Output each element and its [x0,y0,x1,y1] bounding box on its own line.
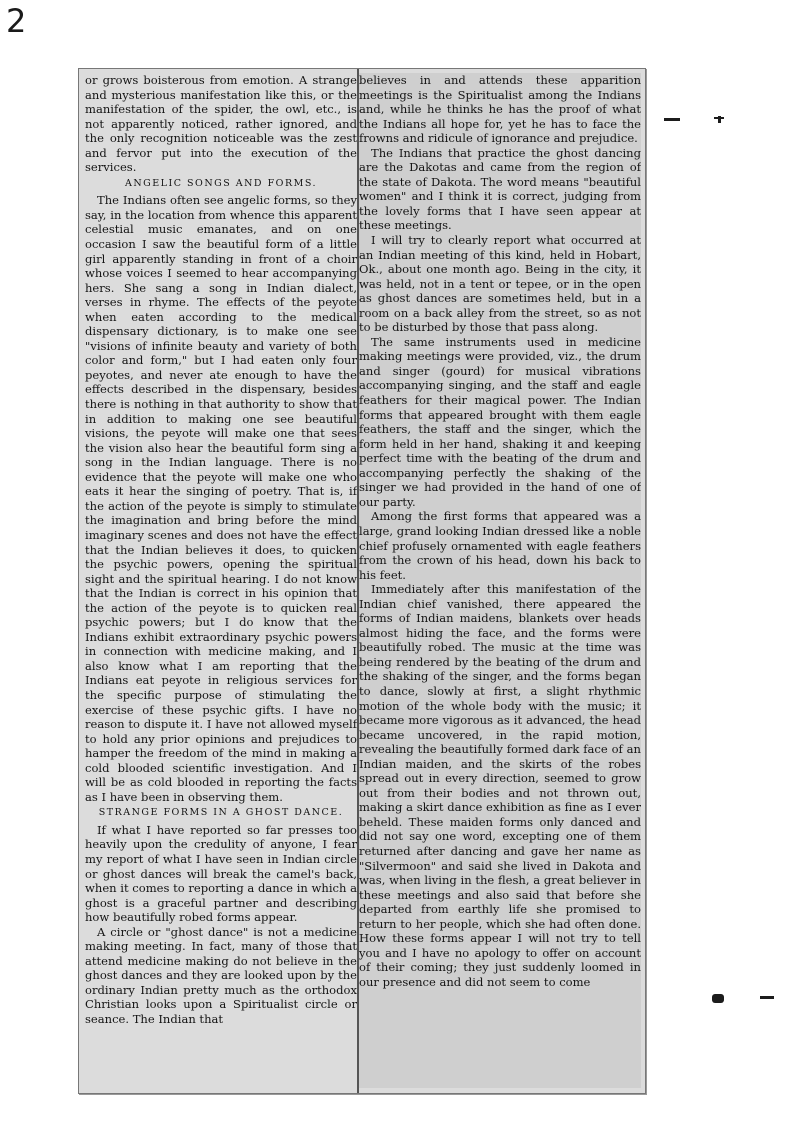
paragraph: Immediately after this manifestation of the Indian chief vanished, there appeared the forms of Indian maidens, blankets over heads almost hiding the face, and the forms were beautifully robed. The music at the time was being rendered by the beating of the drum and the shaking of the singer, and the forms began to dance, slowly at first, a slight rhythmic motion of the whole body with the music; it became more vigorous as it advanced, the head became uncovered, in the rapid motion, revealing the beautifully formed dark face of an Indian maiden, and the skirts of the robes spread out in every direction, seemed to grow out from their bodies and not thrown out, making a skirt dance exhibition as fine as I ever beheld. These maiden forms only danced and did not say one word, excepting one of them returned after dancing and gave her name as "Silvermoon" and said she lived in Dakota and was, when living in the flesh, a great believer in these meetings and also said that before she departed from earthly life she promised to return to her people, which she had often done. How these forms appear I will not try to tell you and I have no apology to offer on account of their coming; they just suddenly loomed in our presence and did not seem to come [359,582,641,989]
section-heading-angelic-songs: ANGELIC SONGS AND FORMS. [124,177,318,189]
paragraph: The same instruments used in medicine making meetings were provided, viz., the drum and singer (gourd) for musical vibrations accompanying singing, and the staff and eagle feathers for their magical power. The Indian forms that appeared brought with them eagle feathers, the staff and the singer, which the form held in her hand, shaking it and keeping perfect time with the beating of the drum and accompanying perfectly the shaking of the singer we had provided in the hand of one of our party. [359,334,641,509]
paragraph: The Indians often see angelic forms, so they say, in the location from whence this apparent celestial music emanates, and on one occasion I saw the beautiful form of a little girl apparently standing in front of a choir whose voices I seemed to hear accompanying hers. She sang a song in Indian dialect, verses in rhyme. The effects of the peyote when eaten according to the medical dispensary dictionary, is to make one see "visions of infinite beauty and variety of both color and form," but I had eaten only four peyotes, and never ate enough to have the effects described in the dispensary, besides there is nothing in that authority to show that in addition to making one see beautiful visions, the peyote will make one that sees the vision also hear the beautiful form sing a song in the Indian language. There is no evidence that the peyote will make one who eats it hear the singing of poetry. That is, if the action of the peyote is simply to stimulate the imagination and bring before the mind imaginary scenes and does not have the effect that the Indian believes it does, to quicken the psychic powers, opening the spiritual sight and the spiritual hearing. I do not know that the Indian is correct in his opinion that the action of the peyote is to quicken real psychic powers; but I do know that the Indians exhibit extraordinary psychic powers in connection with medicine making, and I also know what I am reporting that the Indians eat peyote in religious services for the specific purpose of stimulating the exercise of these psychic gifts. I have no reason to dispute it. I have not allowed myself to hold any prior opinions and prejudices to hamper the freedom of the mind in making a cold blooded scientific investigation. And I will be as cold blooded in reporting the facts as I have been in observing them. [85,193,357,804]
paragraph: Among the first forms that appeared was a large, grand looking Indian dressed like a noble chief profusely ornamented with eagle feathers from the crown of his head, down his back to his feet. [359,509,641,582]
paragraph: believes in and attends these apparition meetings is the Spiritualist among the Indians and, while he thinks he has the proof of what the Indians all hope for, yet he has to face the frowns and ridicule of ignorance and prejudice. [359,73,641,146]
left-column [85,73,357,1088]
paragraph: The Indians that practice the ghost dancing are the Dakotas and came from the region of the state of Dakota. The word means "beautiful women" and I think it is correct, judging from the lovely forms that I have seen appear at these meetings. [359,145,641,233]
scan-mark [760,996,774,999]
right-column [359,73,641,1088]
paragraph: A circle or "ghost dance" is not a medicine making meeting. In fact, many of those that attend medicine making do not believe in the ghost dances and they are looked upon by the ordinary Indian pretty much as the orthodox Christian looks upon a Spiritualist circle or seance. The Indian that [85,924,357,1026]
paragraph: If what I have reported so far presses too heavily upon the credulity of anyone, I fear my report of what I have seen in Indian circle or ghost dances will break the camel's back, when it comes to reporting a dance in which a ghost is a graceful partner and describing how beautifully robed forms appear. [85,822,357,925]
scan-mark [718,116,721,123]
page-number: 2 [6,2,28,40]
section-heading-ghost-dance: STRANGE FORMS IN A GHOST DANCE. [98,807,344,819]
scan-mark [664,118,680,121]
newspaper-clipping [78,68,646,1094]
scan-mark [712,994,724,1003]
paragraph: or grows boisterous from emotion. A strange and mysterious manifestation like this, or the manifestation of the spider, the owl, etc., is not apparently noticed, rather ignored, and the only recognition noticeable was the zest and fervor put into the execution of the services. [85,73,357,175]
paragraph: I will try to clearly report what occurred at an Indian meeting of this kind, held in Hobart, Ok., about one month ago. Being in the city, it was held, not in a tent or tepee, or in the open as ghost dances are sometimes held, but in a room on a back alley from the street, so as not to be disturbed by those that pass along. [359,233,641,335]
